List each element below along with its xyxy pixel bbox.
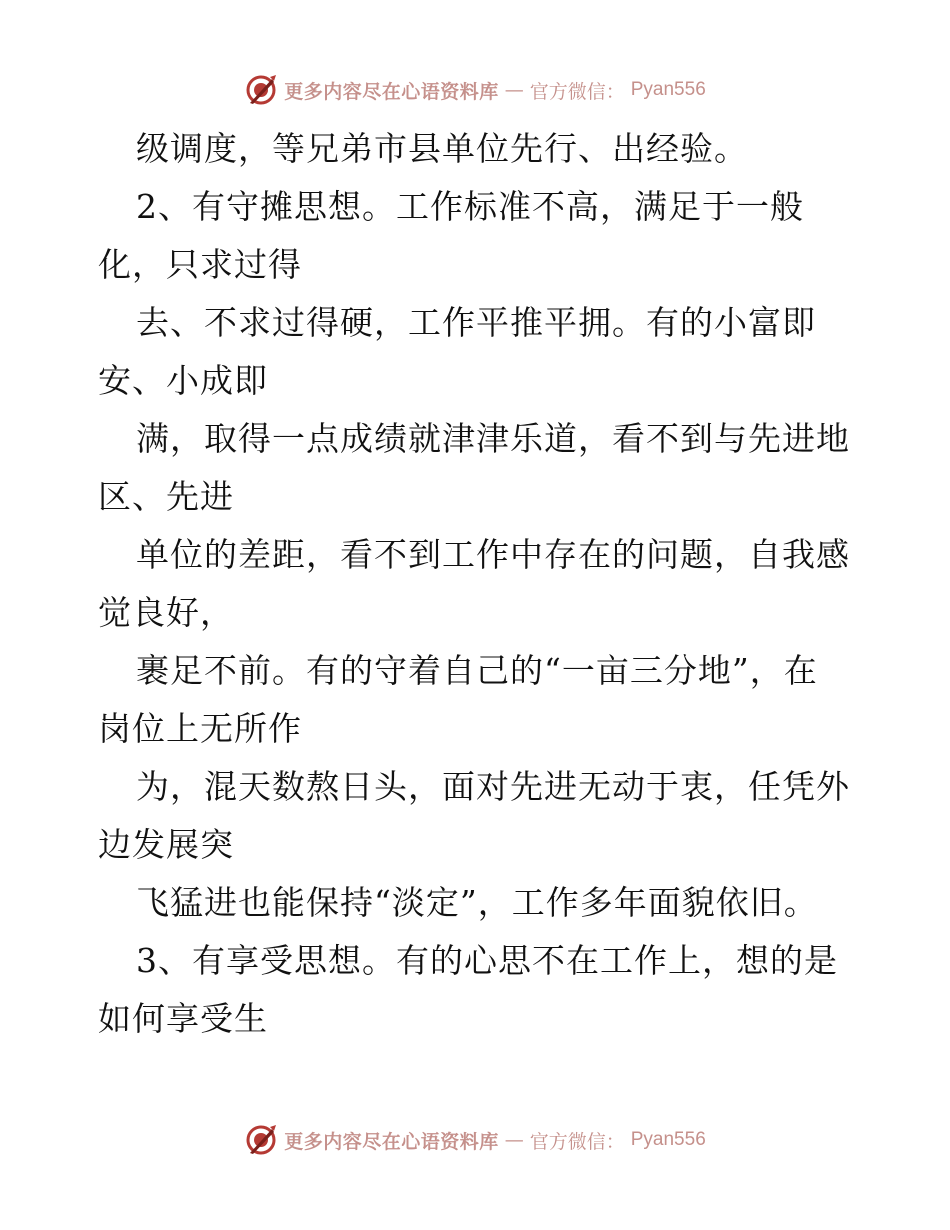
footer-banner	[0, 1120, 950, 1160]
quill-seal-icon	[244, 1123, 278, 1157]
banner-slogan: 更多内容尽在心语资料库	[284, 1130, 499, 1153]
banner-dash: —	[504, 1129, 524, 1151]
text-line: 为，混天数熬日头，面对先进无动于衷，任凭外	[136, 767, 850, 806]
text-line: 边发展突	[98, 825, 234, 864]
text-line: 觉良好，	[98, 593, 234, 632]
header-banner	[0, 70, 950, 110]
text-line: 单位的差距，看不到工作中存在的问题，自我感	[136, 535, 850, 574]
banner-slogan: 更多内容尽在心语资料库	[284, 80, 499, 103]
text-line: 化，只求过得	[98, 245, 302, 284]
banner-dash: —	[504, 79, 524, 101]
document-body	[98, 120, 858, 1048]
text-line: 岗位上无所作	[98, 709, 302, 748]
text-line: 2、有守摊思想。工作标准不高，满足于一般	[136, 187, 804, 226]
banner-wechat-label: 官方微信：	[529, 80, 625, 103]
text-line: 安、小成即	[98, 361, 268, 400]
text-line: 级调度，等兄弟市县单位先行、出经验。	[136, 129, 748, 168]
text-line: 裹足不前。有的守着自己的“一亩三分地”，在	[136, 651, 818, 690]
text-line: 如何享受生	[98, 999, 268, 1038]
text-line: 满，取得一点成绩就津津乐道，看不到与先进地	[136, 419, 850, 458]
banner-wechat-id: Pyan556	[630, 79, 706, 100]
header-banner-content	[244, 73, 706, 107]
footer-banner-content	[244, 1123, 706, 1157]
text-line: 去、不求过得硬，工作平推平拥。有的小富即	[136, 303, 816, 342]
banner-wechat-id: Pyan556	[630, 1129, 706, 1150]
text-line: 3、有享受思想。有的心思不在工作上，想的是	[136, 941, 838, 980]
text-line: 区、先进	[98, 477, 234, 516]
text-line: 飞猛进也能保持“淡定”，工作多年面貌依旧。	[136, 883, 818, 922]
banner-wechat-label: 官方微信：	[529, 1130, 625, 1153]
quill-seal-icon	[244, 73, 278, 107]
